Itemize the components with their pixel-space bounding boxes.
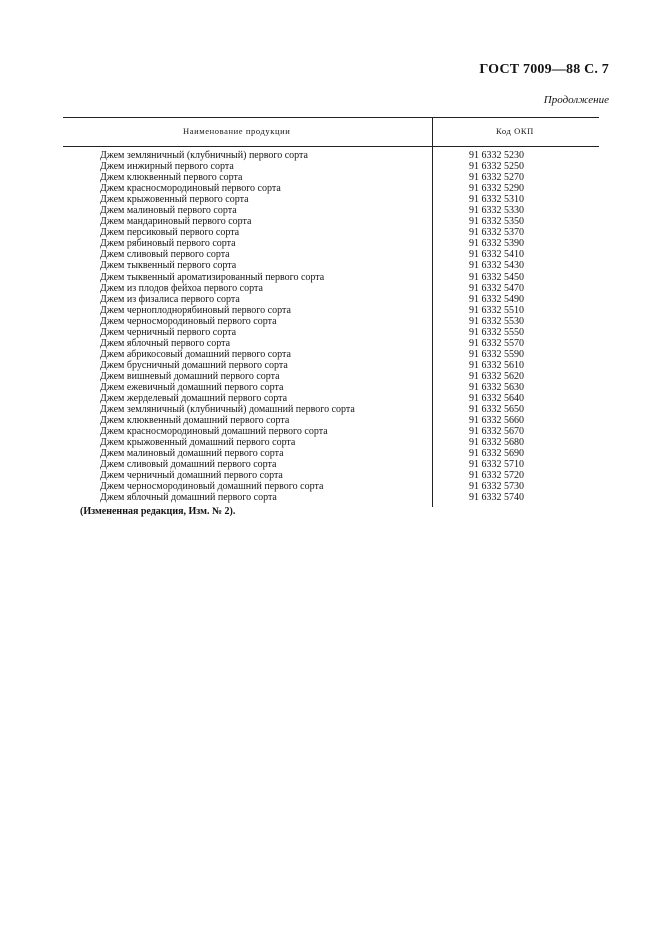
table-row bbox=[63, 238, 599, 249]
table-row bbox=[63, 283, 599, 294]
okp-code: 91 6332 5450 bbox=[469, 271, 524, 283]
table-row bbox=[63, 249, 599, 260]
product-name: Джем малиновый домашний первого сорта bbox=[100, 448, 284, 460]
okp-code: 91 6332 5660 bbox=[469, 415, 524, 427]
table-row bbox=[63, 426, 599, 437]
product-name: Джем крыжовенный первого сорта bbox=[100, 194, 249, 206]
okp-code: 91 6332 5370 bbox=[469, 227, 524, 239]
product-name: Джем вишневый домашний первого сорта bbox=[100, 370, 280, 382]
product-name: Джем земляничный (клубничный) домашний первого сорта bbox=[100, 404, 355, 416]
table-row bbox=[63, 415, 599, 426]
product-name: Джем яблочный домашний первого сорта bbox=[100, 492, 277, 504]
table-row bbox=[63, 305, 599, 316]
product-name: Джем абрикосовый домашний первого сорта bbox=[100, 348, 291, 360]
table-row bbox=[63, 183, 599, 194]
okp-code: 91 6332 5330 bbox=[469, 205, 524, 217]
okp-code: 91 6332 5690 bbox=[469, 448, 524, 460]
table-row bbox=[63, 294, 599, 305]
table-row bbox=[63, 272, 599, 283]
table-row bbox=[63, 338, 599, 349]
product-name: Джем земляничный (клубничный) первого сорта bbox=[100, 150, 308, 161]
okp-code: 91 6332 5730 bbox=[469, 481, 524, 493]
okp-code: 91 6332 5610 bbox=[469, 359, 524, 371]
table-row bbox=[63, 382, 599, 393]
table-row bbox=[63, 172, 599, 183]
table-row bbox=[63, 360, 599, 371]
product-name: Джем малиновый первого сорта bbox=[100, 205, 237, 217]
okp-code: 91 6332 5680 bbox=[469, 437, 524, 449]
product-name: Джем черносмородиновый первого сорта bbox=[100, 315, 277, 327]
table-row bbox=[63, 194, 599, 205]
product-name: Джем черничный домашний первого сорта bbox=[100, 470, 283, 482]
product-name: Джем крыжовенный домашний первого сорта bbox=[100, 437, 296, 449]
product-name: Джем из плодов фейхоа первого сорта bbox=[100, 282, 263, 294]
product-name: Джем клюквенный домашний первого сорта bbox=[100, 415, 290, 427]
product-table bbox=[63, 117, 599, 504]
okp-code: 91 6332 5350 bbox=[469, 216, 524, 228]
table-row bbox=[63, 216, 599, 227]
product-name: Джем сливовый домашний первого сорта bbox=[100, 459, 277, 471]
product-name: Джем черничный первого сорта bbox=[100, 326, 237, 338]
amendment-note: (Измененная редакция, Изм. № 2). bbox=[80, 506, 236, 517]
okp-code: 91 6332 5410 bbox=[469, 249, 524, 261]
okp-code: 91 6332 5550 bbox=[469, 326, 524, 338]
table-row bbox=[63, 393, 599, 404]
column-header-name: Наименование продукции bbox=[183, 126, 291, 136]
okp-code: 91 6332 5290 bbox=[469, 183, 524, 195]
okp-code: 91 6332 5390 bbox=[469, 238, 524, 250]
table-row bbox=[63, 316, 599, 327]
table-row bbox=[63, 470, 599, 481]
table-row bbox=[63, 492, 599, 503]
okp-code: 91 6332 5710 bbox=[469, 459, 524, 471]
okp-code: 91 6332 5530 bbox=[469, 315, 524, 327]
product-name: Джем тыквенный первого сорта bbox=[100, 260, 237, 272]
okp-code: 91 6332 5250 bbox=[469, 161, 524, 173]
product-name: Джем ежевичный домашний первого сорта bbox=[100, 381, 284, 393]
okp-code: 91 6332 5270 bbox=[469, 172, 524, 184]
product-name: Джем красносмородиновый первого сорта bbox=[100, 183, 281, 195]
table-row bbox=[63, 327, 599, 338]
okp-code: 91 6332 5470 bbox=[469, 282, 524, 294]
continued-label: Продолжение bbox=[543, 94, 609, 106]
table-row bbox=[63, 481, 599, 492]
product-name: Джем мандариновый первого сорта bbox=[100, 216, 252, 228]
product-name: Джем красносмородиновый домашний первого сорта bbox=[100, 426, 328, 438]
okp-code: 91 6332 5570 bbox=[469, 337, 524, 349]
table-row bbox=[63, 161, 599, 172]
table-row bbox=[63, 205, 599, 216]
okp-code: 91 6332 5590 bbox=[469, 348, 524, 360]
okp-code: 91 6332 5310 bbox=[469, 194, 524, 206]
product-name: Джем рябиновый первого сорта bbox=[100, 238, 236, 250]
page-header: ГОСТ 7009—88 С. 7 bbox=[479, 62, 609, 77]
product-name: Джем яблочный первого сорта bbox=[100, 337, 231, 349]
product-name: Джем персиковый первого сорта bbox=[100, 227, 240, 239]
okp-code: 91 6332 5740 bbox=[469, 492, 524, 504]
table-row bbox=[63, 349, 599, 360]
product-name: Джем жерделевый домашний первого сорта bbox=[100, 393, 288, 405]
table-row bbox=[63, 437, 599, 448]
table-row bbox=[63, 404, 599, 415]
okp-code: 91 6332 5640 bbox=[469, 393, 524, 405]
okp-code: 91 6332 5720 bbox=[469, 470, 524, 482]
table-row bbox=[63, 459, 599, 470]
table-row bbox=[63, 260, 599, 271]
table-row bbox=[63, 448, 599, 459]
table-row bbox=[63, 150, 599, 161]
product-name: Джем черносмородиновый домашний первого сорта bbox=[100, 481, 324, 493]
okp-code: 91 6332 5650 bbox=[469, 404, 524, 416]
table-row bbox=[63, 227, 599, 238]
product-name: Джем клюквенный первого сорта bbox=[100, 172, 243, 184]
okp-code: 91 6332 5490 bbox=[469, 293, 524, 305]
okp-code: 91 6332 5620 bbox=[469, 370, 524, 382]
product-name: Джем тыквенный ароматизированный первого сорта bbox=[100, 271, 325, 283]
okp-code: 91 6332 5430 bbox=[469, 260, 524, 272]
product-name: Джем сливовый первого сорта bbox=[100, 249, 230, 261]
okp-code: 91 6332 5630 bbox=[469, 381, 524, 393]
okp-code: 91 6332 5230 bbox=[469, 150, 524, 161]
table-body bbox=[63, 147, 599, 504]
product-name: Джем брусничный домашний первого сорта bbox=[100, 359, 288, 371]
product-name: Джем инжирный первого сорта bbox=[100, 161, 234, 173]
product-name: Джем из физалиса первого сорта bbox=[100, 293, 240, 305]
okp-code: 91 6332 5670 bbox=[469, 426, 524, 438]
okp-code: 91 6332 5510 bbox=[469, 304, 524, 316]
column-header-code: Код ОКП bbox=[496, 126, 534, 136]
table-header bbox=[63, 117, 599, 147]
table-row bbox=[63, 371, 599, 382]
product-name: Джем черноплоднорябиновый первого сорта bbox=[100, 304, 291, 316]
